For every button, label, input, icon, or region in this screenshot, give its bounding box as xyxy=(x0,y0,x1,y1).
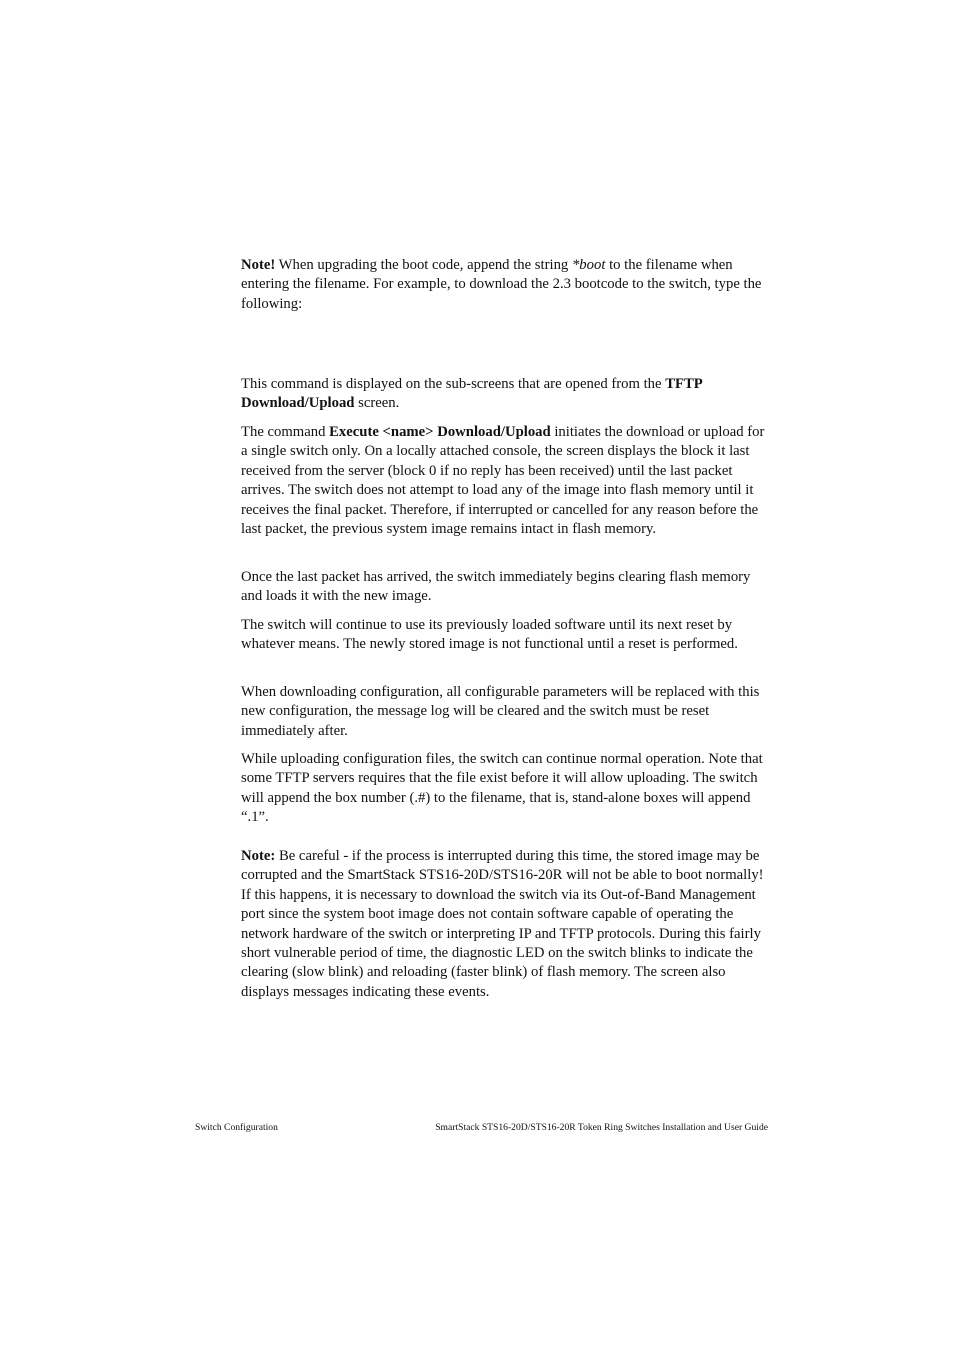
boot-string: *boot xyxy=(571,257,606,273)
footer-section-title: Switch Configuration xyxy=(195,1122,278,1133)
note-text: When upgrading the boot code, append the string xyxy=(275,257,572,273)
footer-book-title: SmartStack STS16-20D/STS16-20R Token Ring Switches Installation and User Guide xyxy=(435,1122,768,1133)
note-label: Note! xyxy=(241,257,276,273)
note-upgrade-boot xyxy=(241,256,771,314)
last-packet-paragraph: Once the last packet has arrived, the switch immediately begins clearing flash memory and loads it with the new image. xyxy=(241,569,751,605)
note-text: Be careful - if the process is interrupted during this time, the stored image may be corrupted and the SmartStack STS16-20D/STS16-20R will not be able to boot normally! If this happens, it is necessary to download the switch via its Out-of-Band Management port since the system boot image does not contain software capable of operating the network hardware of the switch or interpreting IP and TFTP protocols. During this fairly short vulnerable period of time, the diagnostic LED on the switch blinks to indicate the clearing (slow blink) and reloading (faster blink) of flash memory. The screen also displays messages indicating these events. xyxy=(241,848,764,1000)
continue-paragraph: The switch will continue to use its previously loaded software until its next reset by whatever means. The newly stored image is not functional until a reset is performed. xyxy=(241,617,738,653)
execute-paragraph: The command Execute <name> Download/Upload initiates the download or upload for a single switch only. On a locally attached console, the screen displays the block it last received from the server (block 0 if no reply has been received) until the last packet arrives. The switch does not attempt to load any of the image into flash memory until it receives the final packet. Therefore, if interrupted or cancelled for any reason before the last packet, the previous system image remains intact in flash memory. xyxy=(241,424,765,538)
config-upload-paragraph: While uploading configuration files, the switch can continue normal operation. Note that some TFTP servers requires that the file exist before it will allow uploading. The switch will append the box number (.#) to the filename, that is, stand-alone boxes will append “.1”. xyxy=(241,751,763,826)
note-label: Note: xyxy=(241,848,276,864)
execute-command: Execute <name> Download/Upload xyxy=(329,424,551,440)
intro-paragraph: This command is displayed on the sub-screens that are opened from the TFTP Download/Upload screen. xyxy=(241,376,702,412)
note-careful xyxy=(241,847,771,1002)
config-download-paragraph: When downloading configuration, all configurable parameters will be replaced with this new configuration, the message log will be cleared and the switch must be reset immediately after. xyxy=(241,684,760,739)
note-text-cont: to the filename when entering the filename. For example, to download the 2.3 bootcode to the switch, type the following: xyxy=(241,257,762,312)
tftp-screen-name: TFTP Download/Upload xyxy=(241,376,702,412)
